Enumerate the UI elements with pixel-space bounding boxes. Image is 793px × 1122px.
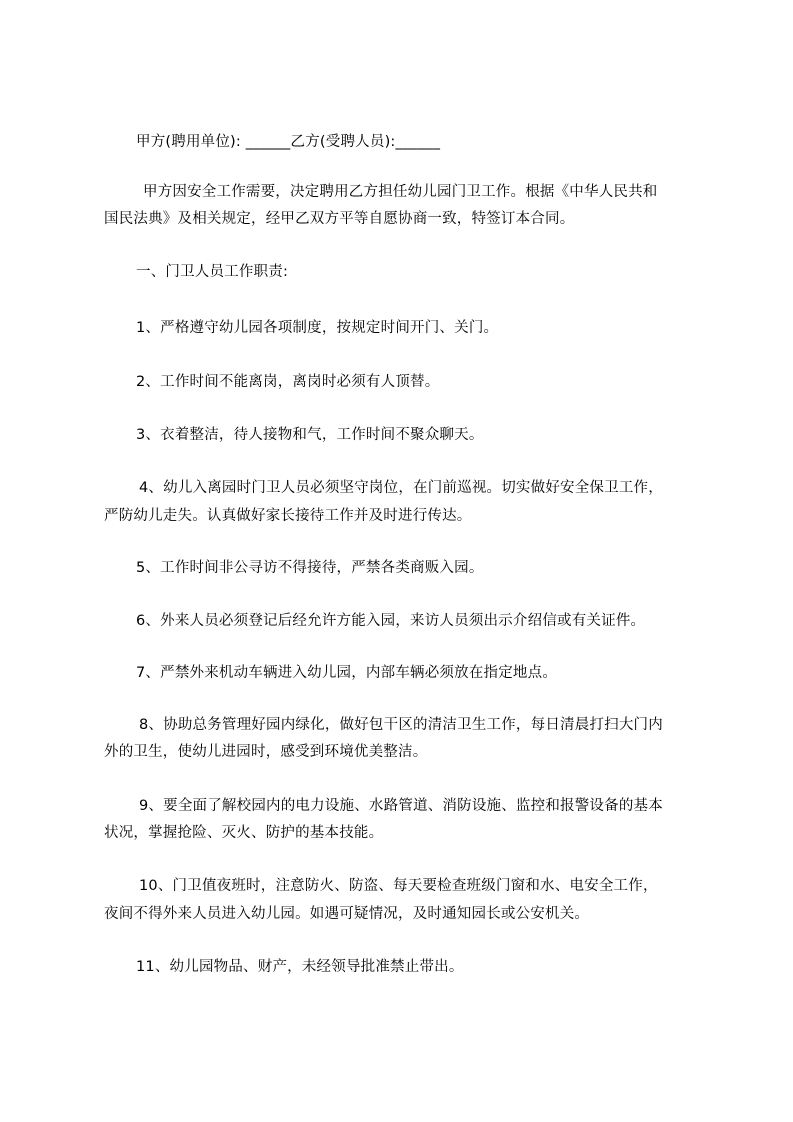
item-9-line-2: 状况，掌握抢险、灭火、防护的基本技能。 xyxy=(104,825,384,841)
item-4-line-2: 严防幼儿走失。认真做好家长接待工作并及时进行传达。 xyxy=(104,508,472,524)
section-heading: 一、门卫人员工作职责: xyxy=(136,264,289,280)
item-2: 2、工作时间不能离岗，离岗时必须有人顶替。 xyxy=(136,374,440,390)
parties-line: 甲方(聘用单位): ______乙方(受聘人员):______ xyxy=(136,134,441,150)
item-10-line-2: 夜间不得外来人员进入幼儿园。如遇可疑情况，及时通知园长或公安机关。 xyxy=(104,906,590,922)
item-5: 5、工作时间非公寻访不得接待，严禁各类商贩入园。 xyxy=(136,560,484,576)
item-3: 3、衣着整洁，待人接物和气，工作时间不聚众聊天。 xyxy=(136,427,484,443)
item-6: 6、外来人员必须登记后经允许方能入园，来访人员须出示介绍信或有关证件。 xyxy=(136,613,646,629)
item-8-line-1: 8、协助总务管理好园内绿化，做好包干区的清洁卫生工作，每日清晨打扫大门内 xyxy=(139,717,663,733)
item-4-line-1: 4、幼儿入离园时门卫人员必须坚守岗位，在门前巡视。切实做好安全保卫工作， xyxy=(139,480,663,496)
item-11: 11、幼儿园物品、财产，未经领导批准禁止带出。 xyxy=(136,959,464,975)
item-8-line-2: 外的卫生，使幼儿进园时，感受到环境优美整洁。 xyxy=(104,744,428,760)
item-1: 1、严格遵守幼儿园各项制度，按规定时间开门、关门。 xyxy=(136,320,499,336)
item-10-line-1: 10、门卫值夜班时，注意防火、防盗、每天要检查班级门窗和水、电安全工作， xyxy=(139,878,658,894)
item-7: 7、严禁外来机动车辆进入幼儿园，内部车辆必须放在指定地点。 xyxy=(136,665,558,681)
item-9-line-1: 9、要全面了解校园内的电力设施、水路管道、消防设施、监控和报警设备的基本 xyxy=(139,798,663,814)
intro-line-2: 国民法典》及相关规定，经甲乙双方平等自愿协商一致，特签订本合同。 xyxy=(104,211,575,227)
intro-line-1: 甲方因安全工作需要，决定聘用乙方担任幼儿园门卫工作。根据《中华人民共和 xyxy=(143,184,658,200)
